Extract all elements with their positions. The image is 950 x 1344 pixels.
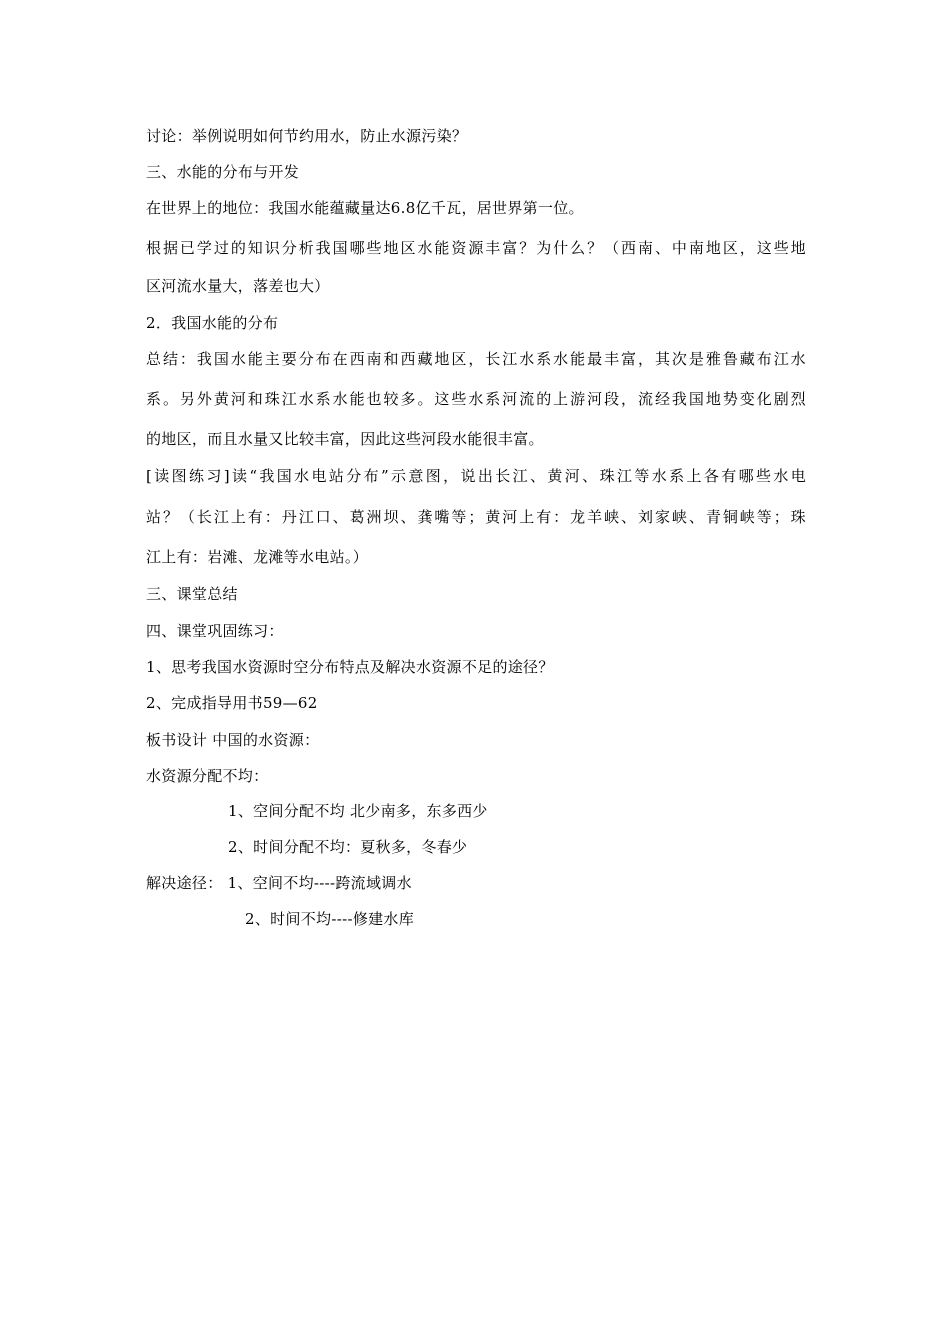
analysis-question-line-1: 根据已学过的知识分析我国哪些地区水能资源丰富？为什么？（西南、中南地区，这些地 [146, 239, 806, 257]
board-solution-item-2: 2、时间不均----修建水库 [245, 910, 415, 928]
board-uneven-heading: 水资源分配不均： [146, 767, 269, 785]
summary-line-1: 总结：我国水能主要分布在西南和西藏地区，长江水系水能最丰富，其次是雅鲁藏布江水 [146, 350, 806, 368]
map-exercise-line-2: 站？（长江上有：丹江口、葛洲坝、龚嘴等；黄河上有：龙羊峡、刘家峡、青铜峡等；珠 [146, 508, 806, 526]
world-status-line: 在世界上的地位：我国水能蕴藏量达6.8亿千瓦，居世界第一位。 [146, 199, 584, 217]
discussion-line: 讨论：举例说明如何节约用水，防止水源污染？ [146, 127, 468, 145]
section-heading-hydropower: 三、水能的分布与开发 [146, 163, 300, 181]
section-heading-practice: 四、课堂巩固练习： [146, 622, 284, 640]
summary-line-2: 系。另外黄河和珠江水系水能也较多。这些水系河流的上游河段，流经我国地势变化剧烈 [146, 390, 806, 408]
practice-item-1: 1、思考我国水资源时空分布特点及解决水资源不足的途径？ [146, 658, 554, 676]
analysis-question-line-2: 区河流水量大，落差也大） [146, 277, 330, 295]
section-heading-summary: 三、课堂总结 [146, 585, 238, 603]
subheading-distribution: 2．我国水能的分布 [146, 314, 279, 332]
board-space-item: 1、空间分配不均 北少南多，东多西少 [228, 802, 488, 820]
map-exercise-line-3: 江上有：岩滩、龙滩等水电站。） [146, 548, 369, 566]
practice-item-2: 2、完成指导用书59—62 [146, 694, 318, 712]
board-solution-item-1: 解决途径： 1、空间不均----跨流域调水 [146, 874, 412, 892]
board-time-item: 2、时间分配不均：夏秋多，冬春少 [228, 838, 468, 856]
board-design-title: 板书设计 中国的水资源： [146, 731, 320, 749]
map-exercise-line-1: [读图练习]读“我国水电站分布”示意图，说出长江、黄河、珠江等水系上各有哪些水电 [146, 467, 806, 485]
summary-line-3: 的地区，而且水量又比较丰富，因此这些河段水能很丰富。 [146, 430, 544, 448]
